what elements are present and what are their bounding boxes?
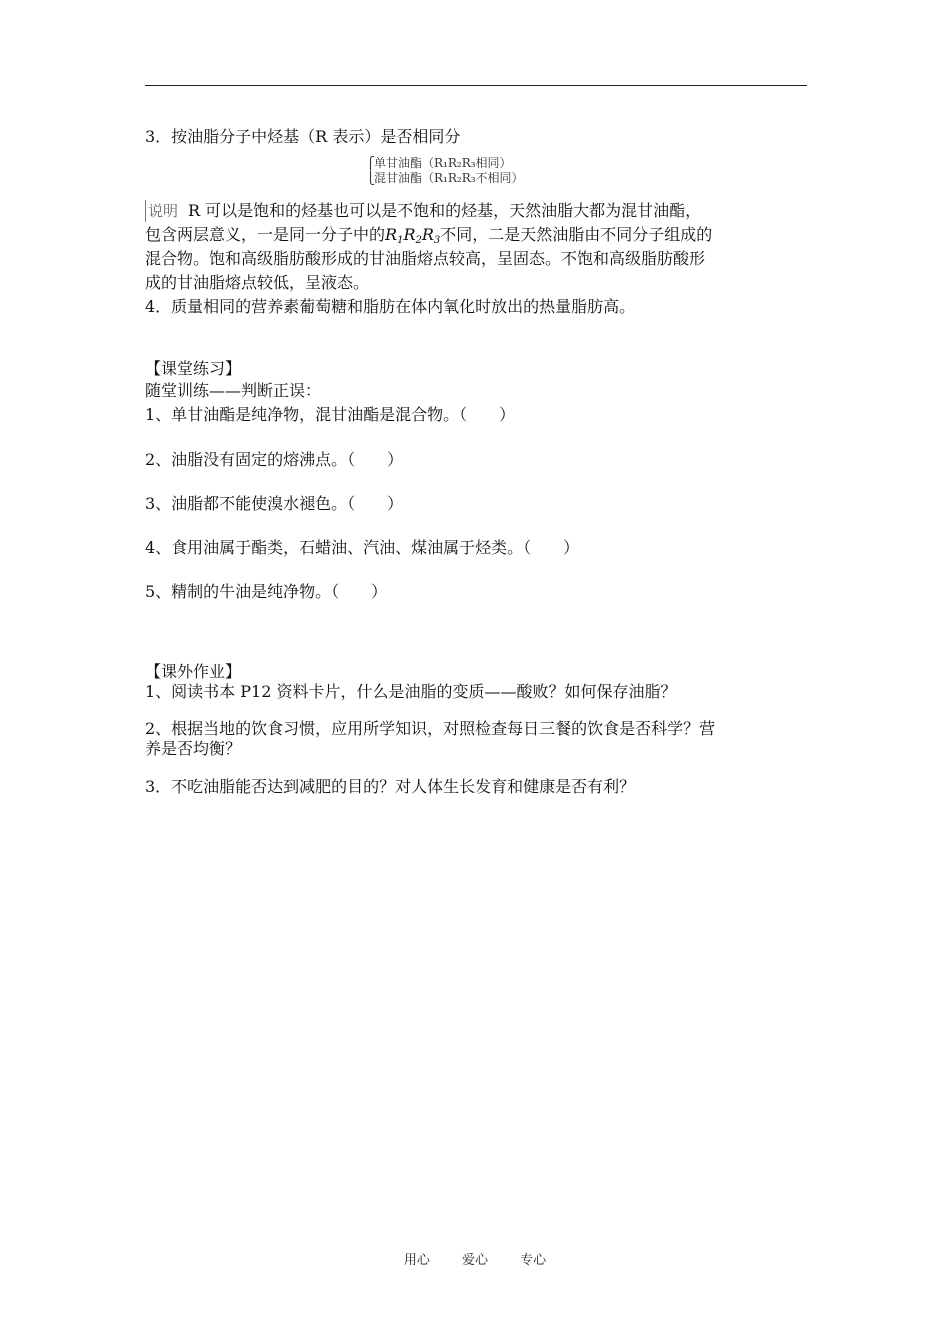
item-3: 3．按油脂分子中烃基（R 表示）是否相同分 [145,127,461,146]
note-line-4: 成的甘油脂熔点较低，呈液态。 [145,273,370,292]
item-4: 4．质量相同的营养素葡萄糖和脂肪在体内氧化时放出的热量脂肪高。 [145,297,636,316]
exercise-3: 3、油脂都不能使溴水褪色。（ ） [145,494,404,513]
note-line-2: 包含两层意义，一是同一分子中的$R_1R_2R_3$不同，二是天然油脂由不同分子组成的 [145,225,713,246]
formula-r2: $R_2$ [403,225,422,246]
note-line-3: 混合物。饱和高级脂肪酸形成的甘油脂熔点较高，呈固态。不饱和高级脂肪酸形 [145,249,706,268]
classification-row-2: ⎩混甘油酯（R₁R₂R₃不相同） [366,171,524,185]
note-line-1: 说明 R 可以是饱和的烃基也可以是不饱和的烃基，天然油脂大都为混甘油酯， [145,200,701,222]
exercise-5: 5、精制的牛油是纯净物。（ ） [145,582,388,601]
classification-row-1: ⎧单甘油酯（R₁R₂R₃相同） [366,156,512,170]
note-tag: 说明 [145,200,182,222]
formula-r3: $R_3$ [421,225,441,246]
exercise-1: 1、单甘油酯是纯净物，混甘油酯是混合物。（ ） [145,405,516,424]
classification-brace [366,156,524,186]
footer-motto-2: 爱心 [461,1253,488,1268]
homework-3: 3．不吃油脂能否达到减肥的目的？对人体生长发育和健康是否有利？ [145,777,636,796]
header-rule [145,85,807,86]
exercise-2: 2、油脂没有固定的熔沸点。（ ） [145,450,404,469]
classroom-subheading: 随堂训练——判断正误： [145,381,322,400]
formula-r1: $R_1$ [385,225,404,246]
classroom-heading: 【课堂练习】 [145,359,242,378]
footer-motto-3: 专心 [520,1253,547,1268]
homework-2-line-1: 2、根据当地的饮食习惯，应用所学知识，对照检查每日三餐的饮食是否科学？营 [145,719,716,738]
homework-2-line-2: 养是否均衡？ [145,739,242,758]
homework-heading: 【课外作业】 [145,662,242,681]
brace-top: ⎧ [366,156,375,170]
footer-motto-1: 用心 [403,1253,430,1268]
homework-1: 1、阅读书本 P12 资料卡片，什么是油脂的变质——酸败？如何保存油脂？ [145,682,677,701]
page-footer [0,1249,950,1268]
brace-bottom: ⎩ [366,171,375,185]
exercise-4: 4、食用油属于酯类，石蜡油、汽油、煤油属于烃类。（ ） [145,538,580,557]
